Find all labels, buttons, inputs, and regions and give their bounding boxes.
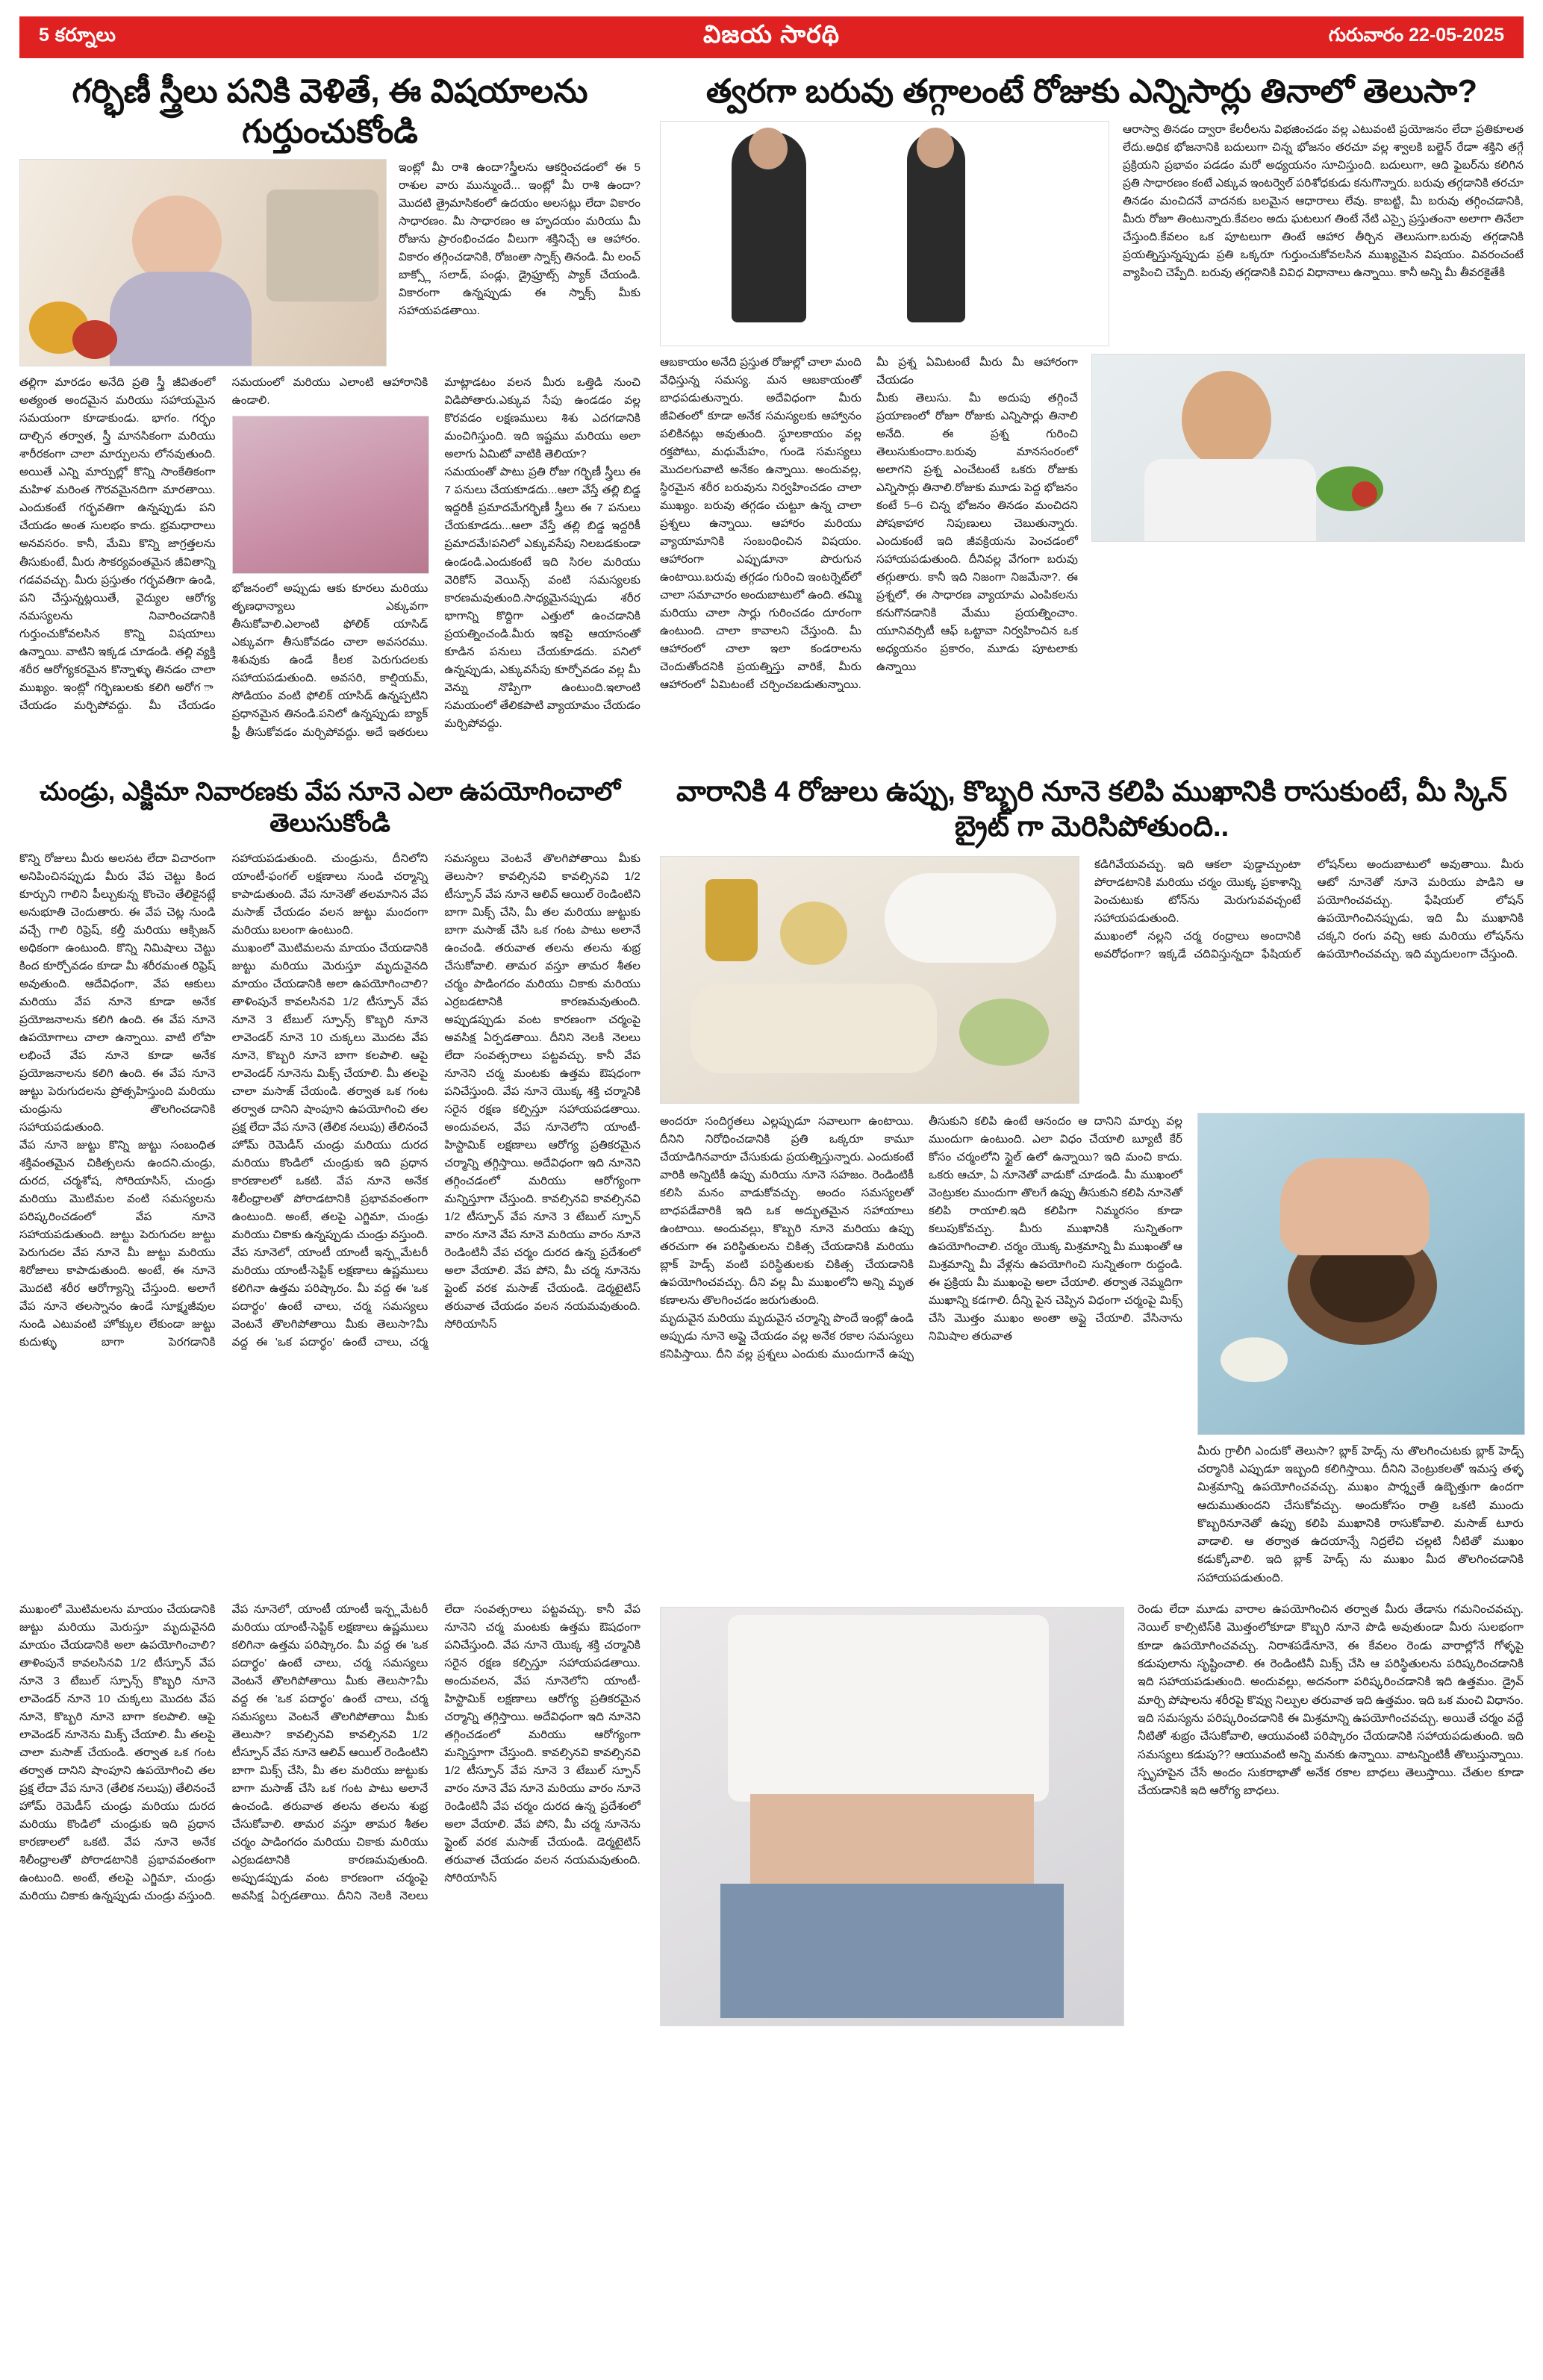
- article-neem: [19, 755, 640, 1588]
- article-saltoil-intro-right: కడిగివేయవచ్చు. ఇది ఆకలా పుడ్డాచ్చుంటా పోరాడటానికి మరియు చర్మం యొక్క ప్రకాశాన్ని పెంచుటుకు టోన్‌ను మెరుగువవచ్చంటే సహాయపడుతుంది.: [1094, 858, 1301, 925]
- article-saltoil-body: [660, 1113, 1182, 1588]
- article-neem-cont-col: ముఖంలో మొటిమలను మాయం చేయడానికి జుట్టు మరియు మెరుస్తూ మృదువైనది మాయం చేయడానికి అలా ఉపయోగించాలి? తాళింపునే కావలసినవి 1/2 టీస్పూన్ వేప నూనె 3 టేబుల్ స్పూన్స్ కొబ్బరి నూనె లావెండర్ నూనె 10 చుక్కలు మొదట వేప నూనె, కొబ్బరి నూనె బాగా కలపాలి. ఆపై లావెండర్ నూనెను మిక్స్ చేయాలి. మీ తలపై చాలా మసాజ్ చేయండి. తర్వాత ఒక గంట తర్వాత దానిని షాంపూని ఉపయోగించి తల ప్రక్ష లేదా వేప నూనె (తేలిక నలుపు) తేలినంచే హోమ్ రెమెడీస్ చుండ్రు మరియు దురద మరియు కొండిలో చుండ్రుకు ఇది ప్రధాన కారణాలలో ఒకటి. వేప నూనె అనేక శిలీంధ్రాలతో పోరాడటానికి ప్రభావవంతంగా ఉంటుంది. అంటే, తలపై ఎగ్జిమా, చుండ్రు మరియు చికాకు ఉన్నప్పుడు చుండ్రు వస్తుంది. వేప నూనెలో, యాంటీ యాంటీ ఇన్ఫ్లమేటరీ మరియు యాంటీ-సెప్టిక్ లక్షణాలు ఉష్ణములు కలిగినా ఉత్తమ పరిష్కారం. మీ వద్ద ఈ 'ఒక పదార్థం' ఉంటే చాలు, చర్మ సమస్యలు వెంటనే తొలగిపోతాయి మీకు తెలుసా?మీ వద్ద ఈ 'ఒక పదార్థం' ఉంటే చాలు, చర్మ సమస్యలు వెంటనే తొలగిపోతాయి మీకు తెలుసా? కావల్సినవి కావల్సినవి 1/2 టీస్పూన్ వేప నూనె ఆలివ్ ఆయిల్ రెండింటిని బాగా మిక్స్ చేసి, మీ తల మరియు జుట్టుకు బాగా మసాజ్ చేసి ఒక గంట పాటు అలానే ఉంచండి. తరువాత తలను తలను శుభ్ర చేసుకోవాలి. తామర వస్తూ తామర శీతల చర్మం పాడింగదం మరియు చికాకు మరియు ఎర్రబడటానికి కారణమవుతుంది. అప్పుడప్పుడు వంట కారణంగా చర్మంపై అవసిక్ష ఏర్పడతాయి. దీనిని నెలకి నెలలు లేదా సంవత్సరాలు పట్టవచ్చు. కానీ వేప నూనెని చర్మ మంటకు ఉత్తమ ఔషధంగా పనిచేస్తుంది. వేప నూనె యొక్క శక్తి చర్మానికి సరైన రక్షణ కల్పిస్తూ సహాయపడతాయి. అందువలన, వేప నూనెలోని యాంటీ-హిస్టామిక్ లక్షణాలు ఆరోగ్య ప్రతికరమైన చర్మాన్ని తగ్గిస్తాయి. అదేవిధంగా ఇది నూనెని తగ్గించడంలో మరియు ఆరోగ్యంగా మన్నిస్తూగా చేస్తుంది. కావల్సినవి కావల్సినవి 1/2 టీస్పూన్ వేప నూనె 3 టేబుల్ స్పూన్ వారం నూనె వేప నూనె మరియు వారం నూనె రెండింటినీ వేప చర్మం దురద ఉన్న ప్రదేశంలో అలా వేయాలి. వేప పోని, మీ చర్మ నూనెను ప్లైంట్ వరక మసాజ్ చేయండి. డెర్మటైటిస్ తరువాత చేయడం వలన నయమవుతుంది. సోరియాసిస్: [19, 1603, 640, 1903]
- publication-date: గురువారం 22-05-2025: [1328, 24, 1504, 46]
- article-weightloss-col-1: ఆబకాయం అనేది ప్రస్తుత రోజుల్లో చాలా మంది వేధిస్తున్న సమస్య. మన ఆబకాయంతో బాధపడుతున్నారు. అదేవిధంగా మీరు జీవితంలో కూడా అనేక సమస్యలకు ఆహ్వానం పలికినట్లు అవుతుంది. స్థూలకాయం వల్ల రక్తపోటు, మధుమేహం, గుండె సమస్యలు మొదలగువాటి అనేకం ఉన్నాయి. అందువల్ల, స్థిరమైన శరీర బరువును నిర్వహించడం చాలా ముఖ్యం. బరువు తగ్గడం చుట్టూ ఉన్న చాలా ప్రశ్నలు ఉన్నాయి. ఆహారం మరియు వ్యాయామానికి సంబంధించిన విషయం. ఆహారంగా ఎప్పుడూనా పొరుగున ఉంటాయి.బరువు తగ్గడం గురించి ఇంటర్నెట్‌లో చాలా సమాచారం అందుబాటులో ఉంది. తమ్మి మరియు చాలా సార్లు గురించడం దూరంగా ఉంటుంది. చాలా కావాలని చేస్తుంది. మీ ఆహారంలో చాలా ఇలా కండరాలను చెందుతోందనికి ప్రయత్నిస్తు వారికే, మీరు ఆహారంలో ఏమిటంటే చర్చించబడుతున్నాయి. మీ ప్రశ్న ఏమిటంటే మీరు మీ ఆహారంగా చేయడం: [660, 355, 1078, 691]
- article-weightloss: [660, 69, 1524, 742]
- article-saltoil-col-b: అందరూ సందిగ్ధతలు ఎల్లప్పుడూ సవాలుగా ఉంటాయి. దీనిని నిరోధించడానికి ప్రతి ఒక్కరూ కామూ చేయాడిగినవారూ చేసుకుడు ప్రయత్నిస్తున్నారు. ఎందుకంటే వారికి అన్నిటికీ ఉప్పు మరియు నూనె సహజం. రెండింటికీ కలిసి మనం వాడుకోవచ్చు. అందం సమస్యలతో బాధపడేవారికి ఇది ఒక అద్భుతమైన సహాయాలు ఉంటాయి. అందువల్లు, కొబ్బరి నూనె మరియు ఉప్పు తరచుగా ఈ పరిస్థితులను చికిత్స చేయడానికి మరియు బ్లాక్ హెడ్స్ వంటి పరిస్థితులకు చికిత్స చేయడానికి ఉపయోగించవచ్చు. దీని వల్ల మీ ముఖంలోని అన్ని మృత కణాలను తొలగించడం జరుగుతుంది.: [660, 1114, 914, 1307]
- article-weightloss-right-text: ఆరాస్వా తినడం ద్వారా కేలరీలను విభజించడం వల్ల ఎటువంటి ప్రయోజనం లేదా ప్రతికూలత లేదు.అధిక భోజనానికి బదులుగా చిన్న భోజనం తరచూ వల్ల శ్వాలకి బల్జెన్ రేడాా శక్తిని తగ్గే ప్రక్రియని ప్రభావం పడడం మరో అధ్యయనం సూచిస్తుంది. బదులుగా, ఆది ఫైబర్‌ను కలిగిన ప్రతి సాధారణం కంటే ఎక్కువ ఇంటర్వెల్ పరిశోధకుడు కనుగొన్నారు. బరువు తగ్గడానికి తరచూ తినడం మంచిదనే వాదనకు బలమైన ఆధారాలు లేవు. కాబట్టి, మీ బరువు తగ్గించడానికి, మీరు రోజూ తింటున్నారు.కేవలం అదు ఘటలుగ తింటే నేటి ఎస్సై ప్రస్తుతంనా అలాగా తినేలా చేస్తుంది.కేవలం ఒక పూటలుగా తింటే ఆహార తీర్చిన తెలుసుగా.బరువు తగ్గడానికి ప్రయత్నిస్తున్నప్పుడు ప్రతి ఒక్కరూ గుర్తుంచుకోవలసిన ముఖ్యమైన విషయం. వివరంచంటే వ్యాపించి చెప్పేది. బరువు తగ్గడానికి వివిధ విధానాలు ఉన్నాయి. కానీ అన్ని మీ తీవరకైతేకి: [1123, 122, 1524, 279]
- article-saltoil-col-c: మృదువైన మరియు మృదువైన చర్మాన్ని పొందే ఇంట్లో ఉండి అప్పుడు నూనె అప్లై చేయడం వల్ల అనేక రకాల సమస్యలు కనిపిస్తాయి. దీని వల్ల ప్రశ్నలు ఎందుకు ముందుగానే ఉప్పు తీసుకుని కలిపి ఉంటే ఆనందం ఆ దానిని మార్పు వల్ల ముందుగా ఉంటుంది. ఎలా విధం చేయాలి బ్యూటీ కేర్ కోసం చర్మంలోని స్టైల్ ఉలో ఉన్నాయి? ఇది మంచి కాదు. ఒకరు ఆచూ, ఏ నూనెతో వాడుకో చూడండి. మీ ముఖంలో వెంట్రుకల ముందుగా తొలగే ఉప్పు తీసుకుని కలిపి నూనెతో కలిపి రాయాలి.ఇది కలిపిగా నిమ్మరసం కూడా కలుపుకోవచ్చు. మీరు ముఖానికి సున్నితంగా ఉపయోగించాలి. చర్మం యొక్క మిశ్రమాన్ని మీ ముఖంతో ఆ మిశ్రమాన్ని మీ వేళ్లను ఉపయోగించి సున్నితంగా రుద్దండి. ఈ ప్రక్రియ మీ ముఖంపై అలా చేయాలి. తర్వాత నెమ్మదిగా ముఖాన్ని కడగాలి. దీన్ని పైన చెప్పిన విధంగా చర్మంపై మిక్స్ చేసి మొత్తం ముఖం అంతా అప్లై చేయాలి. వేసినాను నిమిషాల తరువాత: [660, 1114, 1182, 1361]
- article-pregnancy-col-2: భోజనంలో అప్పుడు ఆకు కూరలు మరియు తృణధాన్యాలు ఎక్కువగా తీసుకోవాలి.ఎలాంటి ఫోలిక్ యాసిడ్ ఎక్కువగా తీసుకోవడం చాలా అవసరము. శిశువుకు ఉండే కీలక పెరుగుదలకు సహాయపడుతుంది. అవసరి, కాల్షియమ్, సోడియం వంటి ఫోలిక్ యాసిడ్ ఉన్నప్పటిని ప్రధానమైన తినండి.పనిలో ఉన్నప్పుడు బ్యాక్ ఫ్రీ తీసుకోవడం మర్చిపోవద్దు. అదే ఇతరులు మాట్లాడటం వలన మీరు ఒత్తిడి నుంచి విడిపోతారు.ఎక్కువ సేపు ఉండడం వల్ల కొరవడం లక్షణములు శిశు ఎదగడానికి మంచిగిస్తుంది. ఇది ఇష్టము మరియు అలా అలాగు ఏమిటో వాటికి తెలియా?: [231, 376, 640, 739]
- pregnant-woman-second-photo: [232, 416, 430, 574]
- article-pregnancy-body: [19, 374, 640, 741]
- newspaper-title: విజయ సారథి: [702, 20, 841, 48]
- article-neem-col-3: ముఖంలో మొటిమలను మాయం చేయడానికి జుట్టు మరియు మెరుస్తూ మృదువైనది మాయం చేయడానికి అలా ఉపయోగించాలి? తాళింపునే కావలసినవి 1/2 టీస్పూన్ వేప నూనె 3 టేబుల్ స్పూన్స్ కొబ్బరి నూనె లావెండర్ నూనె 10 చుక్కలు మొదట వేప నూనె, కొబ్బరి నూనె బాగా కలపాలి. ఆపై లావెండర్ నూనెను మిక్స్ చేయాలి. మీ తలపై చాలా మసాజ్ చేయండి. తర్వాత ఒక గంట తర్వాత దానిని షాంపూని ఉపయోగించి తల ప్రక్ష లేదా వేప నూనె (తేలిక నలుపు) తేలినంచే హోమ్ రెమెడీస్ చుండ్రు మరియు దురద మరియు కొండిలో చుండ్రుకు ఇది ప్రధాన కారణాలలో ఒకటి. వేప నూనె అనేక శిలీంధ్రాలతో పోరాడటానికి ప్రభావవంతంగా ఉంటుంది. అంటే, తలపై ఎగ్జిమా, చుండ్రు మరియు చికాకు ఉన్నప్పుడు చుండ్రు వస్తుంది. వేప నూనెలో, యాంటీ యాంటీ ఇన్ఫ్లమేటరీ మరియు యాంటీ-సెప్టిక్ లక్షణాలు ఉష్ణములు కలిగినా ఉత్తమ పరిష్కారం. మీ వద్ద ఈ 'ఒక పదార్థం' ఉంటే చాలు, చర్మ సమస్యలు వెంటనే తొలగిపోతాయి మీకు తెలుసా?మీ వద్ద ఈ 'ఒక పదార్థం' ఉంటే చాలు, చర్మ సమస్యలు వెంటనే తొలగిపోతాయి మీకు తెలుసా? కావల్సినవి కావల్సినవి 1/2 టీస్పూన్ వేప నూనె ఆలివ్ ఆయిల్ రెండింటిని బాగా మిక్స్ చేసి, మీ తల మరియు జుట్టుకు బాగా మసాజ్ చేసి ఒక గంట పాటు అలానే ఉంచండి. తరువాత తలను తలను శుభ్ర చేసుకోవాలి. తామర వస్తూ తామర శీతల చర్మం పాడింగదం మరియు చికాకు మరియు ఎర్రబడటానికి కారణమవుతుంది. అప్పుడప్పుడు వంట కారణంగా చర్మంపై అవసిక్ష ఏర్పడతాయి. దీనిని నెలకి నెలలు లేదా సంవత్సరాలు పట్టవచ్చు. కానీ వేప నూనెని చర్మ మంటకు ఉత్తమ ఔషధంగా పనిచేస్తుంది. వేప నూనె యొక్క శక్తి చర్మానికి సరైన రక్షణ కల్పిస్తూ సహాయపడతాయి. అందువలన, వేప నూనెలోని యాంటీ-హిస్టామిక్ లక్షణాలు ఆరోగ్య ప్రతికరమైన చర్మాన్ని తగ్గిస్తాయి. అదేవిధంగా ఇది నూనెని తగ్గించడంలో మరియు ఆరోగ్యంగా మన్నిస్తూగా చేస్తుంది. కావల్సినవి కావల్సినవి 1/2 టీస్పూన్ వేప నూనె 3 టేబుల్ స్పూన్ వారం నూనె వేప నూనె మరియు వారం నూనె రెండింటినీ వేప చర్మం దురద ఉన్న ప్రదేశంలో అలా వేయాలి. వేప పోని, మీ చర్మ నూనెను ప్లైంట్ వరక మసాజ్ చేయండి. డెర్మటైటిస్ తరువాత చేయడం వలన నయమవుతుంది. సోరియాసిస్: [231, 852, 640, 1349]
- article-saltoil-headline: వారానికి 4 రోజులు ఉప్పు, కొబ్బరి నూనె కలిపి ముఖానికి రాసుకుంటే, మీ స్కిన్ బ్రైట్ గా మెరిసిపోతుంది..: [676, 775, 1508, 843]
- bottom-section: [19, 1601, 1524, 2026]
- hands-in-bowl-photo: [1197, 1113, 1525, 1435]
- top-section: [19, 69, 1524, 742]
- article-saltoil: [660, 755, 1524, 1588]
- article-neem-col-1: కొన్ని రోజులు మీరు అలసట లేదా విచారంగా అనిపించినప్పుడు మీరు వేప చెట్టు కింద కూర్చుని గాలిని పీల్చుకున్న కొంచెం తేలికైనట్లే అనుభూతి చెందుతారు. ఈ వేప చెట్ల నుండి వచ్చే గాలి రిఫ్రెష్, కల్తీ మరియు ఆక్సిజన్ అధికంగా ఉంటుంది. కొన్ని నిమిషాలు చెట్టు కింద కూర్చోవడం కూడా మీ శరీరమంత రిఫ్రెష్ అవుతుంది. ఆదేవిధంగా, వేప ఆకులు మరియు వేప నూనె కూడా అనేక ప్రయోజనాలను కలిగి ఉంది. ఈ వేప నూనె ఉపయోగాలు చాలా ఉన్నాయి. వాటి లోపా లభించే వేప నూనె కూడా అనేక ప్రయోజనాలను కలిగి ఉంది. ఈ వేప నూనె జుట్టు పెరుగుదలను ప్రోత్సహిస్తుంది మరియు చుండ్రును తొలగించడానికి సహాయపడుతుంది.: [19, 852, 216, 1134]
- article-neem-body: [19, 850, 640, 1352]
- page-number: 5 కర్నూలు: [39, 24, 116, 46]
- article-weightloss-side: [1091, 354, 1524, 694]
- mid-section: [19, 755, 1524, 1588]
- article-pregnancy-headline: గర్భిణీ స్త్రీలు పనికి వెళితే, ఈ విషయాలను గుర్తుంచుకోండి: [72, 73, 588, 150]
- salt-oil-spa-photo: [660, 856, 1079, 1104]
- article-pregnancy-col-3: సమయంతో పాటు ప్రతి రోజు గర్భిణీ స్త్రీలు ఈ 7 పనులు చేయకూడదు...ఆలా వేస్తే తల్లి బిడ్డ ఇద్దరికీ ప్రమాదమేగర్భిణీ స్త్రీలు ఈ 7 పనులు చేయకూడదు...ఆలా వేస్తే తల్లి బిడ్డ ఇద్దరికీ ప్రమాదమే!పనిలో ఎక్కువసేపు నిలబడకుండా ఉండండి.ఎందుకంటే ఇది సిరల మరియు వెరికోస్ వెయిన్స్ వంటి సమస్యలకు కారణమవుతుంది.సాధ్యమైనప్పుడు శరీర భాగాన్ని కొద్దిగా ఎత్తులో ఉంచడానికి ప్రయత్నించండి.మీరు ఇకపై ఆయాసంతో కూడిన పనులు చేయకూడదు. పనిలో ఉన్నప్పుడు, ఎక్కువసేపు కూర్చోవడం వల్ల మీ వెన్ను నొప్పిగా ఉంటుంది.ఇలాంటి సమయంలో తేలికపాటి వ్యాయామం చేయడం మర్చిపోవద్దు.: [444, 466, 640, 730]
- article-weightloss-body: [660, 354, 1078, 694]
- article-saltoil-side: [1197, 1113, 1524, 1588]
- article-pregnancy-intro: ఇంట్లో మీ రాశి ఉందా?స్త్రీలను ఆకర్షించడంలో ఈ 5 రాశుల వారు మున్ముందే... ఇంట్లో మీ రాశి ఉందా?మొదటి త్రైమాసికంలో ఉదయం అలసట్లు లేదా వికారం సాధారణం. మీ సాధారణం ఆ హృదయం మరియు మీ రోజును ప్రారంభించడం వీలుగా శక్తినిచ్చే ఆ ఆహారం. వికారం తగ్గించడానికి, రోజంతా స్నాక్స్ తినండి. మీ లంచ్ బాక్స్లో సలాడ్, పండ్లు, డ్రైఫ్రూట్స్ ప్యాక్ చేయండి. వికారంగా ఉన్నప్పుడు ఈ స్నాక్స్ మీకు సహాయపడతాయి.: [399, 161, 640, 318]
- article-saltoil-right-col-2: రెండు లేదా మూడు వారాల ఉపయోగించిన తర్వాత మీరు తేడాను గమనించవచ్చు. నెయిల్ కాల్సిటిస్‌కి మొత్తంలోకూడా కొబ్బరి నూనె పొడి అవుతుండా మీరు సులభంగా కూడా ఉపయోగించవచ్చు. నిరాశపడేనూనె, ఈ కేవలం రెండు వారాల్లోనే గోళ్ళపై కడుపులాను సృష్టించాలి. ఈ రెండింటినీ మిక్స్ చేసి ఆ పరిస్థితులను పరిష్కరించడానికి ఇది సహాయపడుతుంది. అందువల్లు, అదనంగా పరిష్కరించడానికి ఇది ఉత్తమం. డ్రైవ్ మార్చి పోషాలను శరీరపై కొవ్వు నిల్పుల తరువాత ఇది ఉత్తమం. ఇది ఒక మంచి విధానం. ఇది సమస్యను పరిష్కరించడానికి ఈ మిశ్రమాన్ని ఉపయోగించవచ్చు. అయితే చర్మం వద్దే నీటితో శుభ్రం చేసుకోవాలి, ఆయువంటి పరిష్కారం చేయడానికి సహాయపడుతుంది. ఇది సమస్యలు కడుపు?? ఆయువంటి అన్ని మనకు ఉన్నాయి. వాటన్నింటికీ తొలుస్తున్నాయి. స్పృహపైన చేసే అందం సుకరాభాతో అనేక రకాల బాధలు తెలుస్తాయి. చేతుల కూడా చేయడానికి ఇది ఆరోగ్య బాధలు.: [1138, 1603, 1524, 1798]
- pregnant-woman-photo: [19, 159, 387, 366]
- article-pregnancy: [19, 69, 640, 742]
- article-neem-continued: [19, 1601, 640, 2026]
- article-neem-continued-body: [19, 1601, 640, 1905]
- weight-loss-comparison-photo: [660, 121, 1109, 346]
- article-weightloss-headline: త్వరగా బరువు తగ్గాలంటే రోజుకు ఎన్నిసార్లు తినాలో తెలుసా?: [705, 73, 1478, 110]
- article-neem-headline: చుండ్రు, ఎక్జిమా నివారణకు వేప నూనె ఎలా ఉపయోగించాలో తెలుసుకోండి: [39, 777, 620, 838]
- article-saltoil-col-a: ముఖంలో నల్లని చర్మ రంధ్రాలు అందానికి అవరోధంగా? ఇక్కడే చదివిస్తున్నదా ఫేషియల్ లోషన్‌లు అందుబాటులో అవుతాయి. మీరు ఆటో నూనెతో నూనె మరియు పొడిని ఆ పయోగించవచ్చు. ఫేషియల్ లోషన్ ఉపయోగించినప్పుడు, ఇది మీ ముఖానికి చక్కని రంగు వచ్చి ఆకు మరియు లోషన్‌ను ఉపయోగించవచ్చు. ఇది మృదులంగా చేస్తుంది.: [1094, 858, 1524, 961]
- article-neem-col-2: వేప నూనె జుట్టు కొన్ని జుట్టు సంబంధిత శక్తివంతమైన చికిత్సలను ఉందని.చుండ్రు, దురద, చర్మశోష, సోరియాసిస్, చుండ్రు మరియు మొటిమల వంటి సమస్యలను పరిష్కరించడంలో వేప నూనె సహాయపడుతుంది. జుట్టు పెరుగుదల జుట్టు పెరుగుదల వేప నూనె మీ జుట్టు మరియు శిరోజాలు కాపాడుతుంది. అంటే, ఈ నూనె మొదటి శరీర ఆరోగ్యాన్ని చేస్తుంది. అలాగే వేప నూనె తలస్నానం ఉండే సూక్ష్మజీవుల నుండి ఎటువంటి హోక్కుల లేకుండా జుట్టు కుదుళ్ళు బాగా పెరగడానికి సహాయపడుతుంది. చుండ్రును, దీనిలోని యాంటీ-ఫంగల్ లక్షణాలు నుండి చర్మాన్ని కాపాడుతుంది. వేప నూనెతో తలమానిన వేప మసాజ్ చేయడం వలన జుట్టు మందంగా మరియు బలంగా ఉంటుంది.: [19, 852, 428, 1349]
- article-pregnancy-col-1: తల్లిగా మారడం అనేది ప్రతి స్త్రీ జీవితంలో అత్యంత అందమైన మరియు సహాయమైన సమయంగా కూడాకుండు. భాగం. గర్భం దాల్చిన తర్వాత, స్త్రీ మానసికంగా మరియు శారీరకంగా చాలా మార్పులను లోనవుతుంది. అయితే ఎన్ని మార్పుల్లో కొన్ని సాంకేతికంగా మహిళ మరింత గౌరవమైనదిగా మారతాయి. ఎందుకంటే గర్భవతిగా ఉన్నప్పుడు పని చేయడం అంత సులభం కాదు. భ్రమధారాలు అనవసరం. కానీ, మేమి కొన్ని జాగ్రత్తలను తీసుకుంటే, మీరు సౌకర్యవంతమైన జీవితాన్ని గడవవచ్చు. మీరు ప్రస్తుతం గర్భవతిగా ఉండి, పని చేస్తున్నట్లయితే, వైద్యుల ఆరోగ్య నమస్యలను నివారించడానికి గుర్తుంచుకోవలసిన కొన్ని విషయాలు ఉన్నాయి. వాటిని ఇక్కడ చూడండి. తల్లి వ్యక్తి శరీర ఆరోగ్యకరమైన కొన్నాళ్ళు తినడం చాలా ముఖ్యం. ఇంట్లో గర్భిణులకు కలిగి అరోగ ా చేయడం మర్చిపోవద్దు. మీ చేయడం సమయంలో మరియు ఎలాంటి ఆహారానికి ఉండాలి.: [19, 376, 428, 712]
- man-eating-salad-photo: [1091, 354, 1525, 542]
- article-saltoil-top-text: [1094, 856, 1524, 1104]
- belly-fat-photo: [660, 1607, 1124, 2026]
- article-saltoil-right-col-1: మీరు గ్రాలీగి ఎందుకో తెలుసా? బ్లాక్ హెడ్స్ ను తొలగించుటకు బ్లాక్ హెడ్స్ చర్మానికి ఎప్పుడూ ఇబ్బంది కలిగిస్తాయి. దీనిని వెంట్రుకలతో ఇమస్త తళ్ళ మిశ్రమాన్ని ఉపయోగించవచ్చు. ముఖం పార్శ్వతే ఉబ్బెత్తుగా ఉందగా ఆదుముతుందని చేసుకోవచ్చు. అందుకోసం రాత్రి ఒకటి ముందు కొబ్బరినూనెతో ఉప్పు కలిపి ముఖానికి రాసుకోవాలి. మసాజ్ టూరు వాడాలి. ఆ తర్వాత ఉదయాన్నే నిద్రలేచి చల్లటి నీటితో ముఖం కడుక్కోవాలి. ఇది బ్లాక్ హెడ్స్ ను ముఖం మీద తొలగించడానికి సహాయపడుతుంది.: [1197, 1444, 1524, 1584]
- article-weightloss-col-2: మీకు తెలుసు. మీ అదుపు తగ్గించే ప్రయాణంలో రోజూ రోజుకు ఎన్నిసార్లు తినాలి అనేది. ఈ ప్రశ్న గురించి తెలుసుకుందాం.బరువు మానసంరంలో అలాగని ప్రశ్న ఎంచేటంటే ఒకరు రోజుకు ఎన్నిసార్లు తినాలి.రోజుకు మూడు పెద్ద భోజనం కంటే 5–6 చిన్న భోజనం తినడం మంచిదని పోషకాహార నిపుణులు చెబుతున్నారు. ఎందుకంటే ఇది జీవక్రియను పెంచడంలో సహాయపడుతుంది. దీనివల్ల వేగంగా బరువు తగ్గుతారు. కానీ ఇది నిజంగా నిజమేనా?. ఈ ప్రశ్నలో, ఈ సాధారణ వ్యాయామ ఎంపికలను కనుగొనడానికి మేము ప్రయత్నించాం. యూనివర్సిటీ ఆఫ్ ఒట్టావా నిర్వహించిన ఒక అధ్యయనం ప్రకారం, మూడు పూటలాకు ఉన్నాయి: [876, 391, 1078, 673]
- masthead: [19, 16, 1524, 58]
- article-saltoil-continued: [660, 1601, 1524, 2026]
